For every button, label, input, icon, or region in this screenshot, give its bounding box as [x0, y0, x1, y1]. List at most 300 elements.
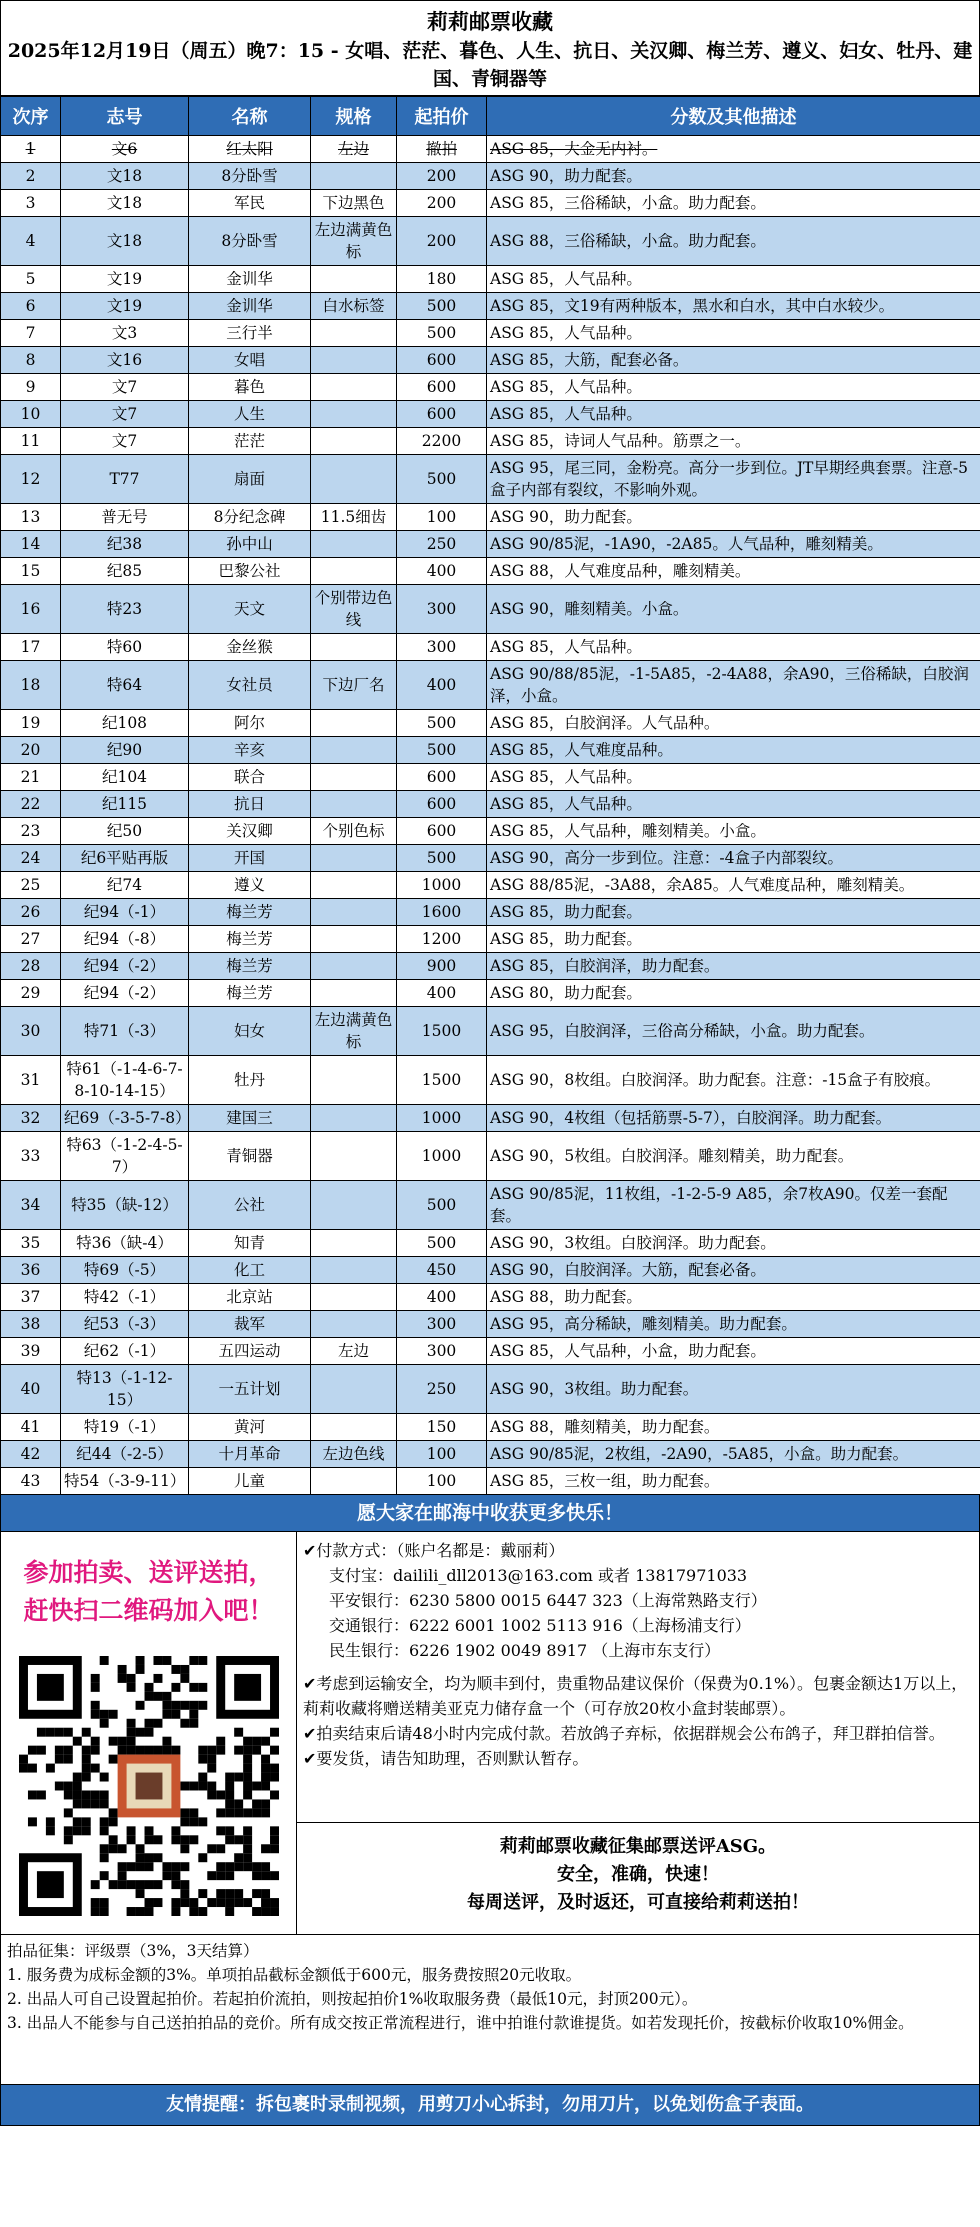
table-row — [1, 136, 980, 163]
lot-number: 43 — [1, 1468, 61, 1495]
lot-description: ASG 95，高分稀缺，雕刻精美。助力配套。 — [487, 1311, 980, 1338]
lot-code: 特63（-1-2-4-5-7） — [61, 1132, 189, 1181]
page-header — [0, 0, 980, 96]
rule-item: 3. 出品人不能参与自己送拍拍品的竞价。所有成交按正常流程进行，谁中拍谁付款谁提货。如若发现托价，按截标价收取10%佣金。 — [7, 2014, 914, 2032]
lot-code: 文7 — [61, 428, 189, 455]
table-row — [1, 1414, 980, 1441]
lot-name: 暮色 — [189, 374, 311, 401]
table-row — [1, 737, 980, 764]
table-row — [1, 266, 980, 293]
lot-name: 开国 — [189, 845, 311, 872]
promo-line: 赶快扫二维码加入吧！ — [23, 1596, 274, 1625]
lot-start-price: 200 — [397, 190, 487, 217]
lot-name: 化工 — [189, 1257, 311, 1284]
lot-code: 纪50 — [61, 818, 189, 845]
lot-spec: 白水标签 — [311, 293, 397, 320]
lot-name: 金训华 — [189, 293, 311, 320]
lot-description: ASG 85，人气品种。 — [487, 266, 980, 293]
lot-name: 女社员 — [189, 661, 311, 710]
lot-number: 26 — [1, 899, 61, 926]
info-section — [0, 1532, 980, 1935]
lot-name: 关汉卿 — [189, 818, 311, 845]
lot-name: 扇面 — [189, 455, 311, 504]
lot-description: ASG 90/85泥，-1A90，-2A85。人气品种，雕刻精美。 — [487, 531, 980, 558]
lot-spec: 11.5细齿 — [311, 504, 397, 531]
lot-start-price: 200 — [397, 163, 487, 190]
table-row — [1, 899, 980, 926]
lot-description: ASG 85，人气难度品种。 — [487, 737, 980, 764]
lot-number: 29 — [1, 980, 61, 1007]
lot-name: 妇女 — [189, 1007, 311, 1056]
lot-start-price: 1600 — [397, 899, 487, 926]
col-header-no: 次序 — [1, 97, 61, 136]
lot-code: 普无号 — [61, 504, 189, 531]
lot-spec — [311, 1181, 397, 1230]
col-header-desc: 分数及其他描述 — [487, 97, 980, 136]
lot-number: 8 — [1, 347, 61, 374]
table-row — [1, 374, 980, 401]
lot-description: ASG 88，人气难度品种，雕刻精美。 — [487, 558, 980, 585]
lot-number: 10 — [1, 401, 61, 428]
lot-spec: 下边厂名 — [311, 661, 397, 710]
lot-spec: 个别带边色线 — [311, 585, 397, 634]
lot-code: 特19（-1） — [61, 1414, 189, 1441]
lot-spec — [311, 1230, 397, 1257]
lot-name: 三行半 — [189, 320, 311, 347]
consignment-rules — [0, 1935, 980, 2085]
table-row — [1, 661, 980, 710]
payment-line: 支付宝：dailili_dll2013@163.com 或者 13817971033 — [329, 1566, 748, 1585]
lot-number: 22 — [1, 791, 61, 818]
lot-code: 文6 — [61, 136, 189, 163]
lot-code: 特71（-3） — [61, 1007, 189, 1056]
lot-start-price: 500 — [397, 455, 487, 504]
rule-item: 2. 出品人可自己设置起拍价。若起拍价流拍，则按起拍价1%收取服务费（最低10元，封顶200元）。 — [7, 1990, 698, 2008]
lot-number: 33 — [1, 1132, 61, 1181]
lot-number: 21 — [1, 764, 61, 791]
lot-name: 8分卧雪 — [189, 163, 311, 190]
promo-panel — [1, 1532, 297, 1934]
rules-heading: 拍品征集：评级票（3%，3天结算） — [7, 1942, 259, 1960]
table-row — [1, 1132, 980, 1181]
lot-spec — [311, 163, 397, 190]
lot-description: ASG 88/85泥，-3A88，余A85。人气难度品种，雕刻精美。 — [487, 872, 980, 899]
lot-number: 40 — [1, 1365, 61, 1414]
lot-code: 特69（-5） — [61, 1257, 189, 1284]
lot-spec — [311, 791, 397, 818]
lot-description: ASG 85，三枚一组，助力配套。 — [487, 1468, 980, 1495]
lot-description: ASG 95，白胶润泽，三俗高分稀缺，小盒。助力配套。 — [487, 1007, 980, 1056]
lot-start-price: 400 — [397, 558, 487, 585]
lot-code: 纪94（-8） — [61, 926, 189, 953]
col-header-price: 起拍价 — [397, 97, 487, 136]
lot-spec — [311, 899, 397, 926]
lot-number: 30 — [1, 1007, 61, 1056]
lot-name: 军民 — [189, 190, 311, 217]
lot-description: ASG 88，三俗稀缺，小盒。助力配套。 — [487, 217, 980, 266]
payment-line: 民生银行：6226 1902 0049 8917 （上海市东支行） — [329, 1641, 721, 1660]
lot-code: 文18 — [61, 163, 189, 190]
lot-name: 五四运动 — [189, 1338, 311, 1365]
lot-start-price: 250 — [397, 531, 487, 558]
lot-number: 16 — [1, 585, 61, 634]
lot-spec: 左边满黄色标 — [311, 217, 397, 266]
lot-description: ASG 85，人气品种。 — [487, 320, 980, 347]
lot-code: 特60 — [61, 634, 189, 661]
lot-start-price: 1500 — [397, 1056, 487, 1105]
lot-number: 27 — [1, 926, 61, 953]
lot-description: ASG 85，白胶润泽，助力配套。 — [487, 953, 980, 980]
lot-spec: 左边 — [311, 1338, 397, 1365]
lot-name: 梅兰芳 — [189, 980, 311, 1007]
lot-number: 25 — [1, 872, 61, 899]
lot-spec — [311, 428, 397, 455]
lot-name: 梅兰芳 — [189, 953, 311, 980]
lot-spec — [311, 1365, 397, 1414]
table-row — [1, 347, 980, 374]
lot-name: 孙中山 — [189, 531, 311, 558]
lot-start-price: 1000 — [397, 872, 487, 899]
lot-description: ASG 85，大筋，配套必备。 — [487, 347, 980, 374]
table-row — [1, 1181, 980, 1230]
lot-name: 红太阳 — [189, 136, 311, 163]
lot-spec: 左边色线 — [311, 1441, 397, 1468]
table-row — [1, 1284, 980, 1311]
lot-code: 纪53（-3） — [61, 1311, 189, 1338]
lot-spec — [311, 872, 397, 899]
col-header-code: 志号 — [61, 97, 189, 136]
lot-code: 纪94（-2） — [61, 953, 189, 980]
payment-heading: ✔付款方式：（账户名都是：戴丽莉） — [303, 1541, 565, 1560]
lot-description: ASG 90，雕刻精美。小盒。 — [487, 585, 980, 634]
lot-start-price: 250 — [397, 1365, 487, 1414]
lot-code: 特64 — [61, 661, 189, 710]
lot-start-price: 100 — [397, 1468, 487, 1495]
lot-name: 梅兰芳 — [189, 926, 311, 953]
table-row — [1, 710, 980, 737]
recruit-line: 每周送评，及时返还，可直接给莉莉送拍！ — [467, 1892, 809, 1913]
lot-spec — [311, 1105, 397, 1132]
lot-code: 纪74 — [61, 872, 189, 899]
table-row — [1, 558, 980, 585]
lot-code: 特13（-1-12-15） — [61, 1365, 189, 1414]
recruit-box — [297, 1822, 979, 1934]
lot-description: ASG 90，4枚组（包括筋票-5-7），白胶润泽。助力配套。 — [487, 1105, 980, 1132]
lot-start-price: 400 — [397, 980, 487, 1007]
table-row — [1, 217, 980, 266]
lot-start-price: 2200 — [397, 428, 487, 455]
lot-start-price: 1500 — [397, 1007, 487, 1056]
lot-name: 知青 — [189, 1230, 311, 1257]
lot-name: 建国三 — [189, 1105, 311, 1132]
promo-line: 参加拍卖、送评送拍， — [23, 1558, 274, 1587]
lot-name: 辛亥 — [189, 737, 311, 764]
lot-start-price: 500 — [397, 737, 487, 764]
lot-description: ASG 85，白胶润泽。人气品种。 — [487, 710, 980, 737]
lot-description: ASG 85，助力配套。 — [487, 926, 980, 953]
lot-spec — [311, 980, 397, 1007]
lot-start-price: 600 — [397, 401, 487, 428]
lot-spec — [311, 266, 397, 293]
lot-code: 纪85 — [61, 558, 189, 585]
lot-number: 13 — [1, 504, 61, 531]
lot-spec — [311, 1311, 397, 1338]
lot-number: 28 — [1, 953, 61, 980]
lot-start-price: 400 — [397, 1284, 487, 1311]
col-header-name: 名称 — [189, 97, 311, 136]
table-row — [1, 791, 980, 818]
lot-description: ASG 90，3枚组。白胶润泽。助力配套。 — [487, 1230, 980, 1257]
lot-number: 42 — [1, 1441, 61, 1468]
lot-start-price: 500 — [397, 710, 487, 737]
lot-name: 牡丹 — [189, 1056, 311, 1105]
table-row — [1, 320, 980, 347]
lot-start-price: 100 — [397, 504, 487, 531]
table-row — [1, 872, 980, 899]
lot-start-price: 300 — [397, 1338, 487, 1365]
lot-code: 文7 — [61, 374, 189, 401]
table-row — [1, 585, 980, 634]
lot-code: 文19 — [61, 266, 189, 293]
lot-name: 金丝猴 — [189, 634, 311, 661]
lot-name: 巴黎公社 — [189, 558, 311, 585]
lot-name: 裁军 — [189, 1311, 311, 1338]
table-row — [1, 634, 980, 661]
lot-number: 37 — [1, 1284, 61, 1311]
lot-description: ASG 88，雕刻精美，助力配套。 — [487, 1414, 980, 1441]
lot-start-price: 400 — [397, 661, 487, 710]
lot-code: 纪44（-2-5） — [61, 1441, 189, 1468]
recruit-line: 莉莉邮票收藏征集邮票送评ASG。 — [499, 1836, 777, 1857]
lot-spec — [311, 558, 397, 585]
lot-code: 特54（-3-9-11） — [61, 1468, 189, 1495]
lot-number: 12 — [1, 455, 61, 504]
lot-number: 14 — [1, 531, 61, 558]
lot-description: ASG 85，人气品种。 — [487, 634, 980, 661]
lot-description: ASG 85，人气品种。 — [487, 401, 980, 428]
lot-description: ASG 90，5枚组。白胶润泽。雕刻精美，助力配套。 — [487, 1132, 980, 1181]
lot-spec — [311, 320, 397, 347]
lot-description: ASG 85，人气品种。 — [487, 374, 980, 401]
lot-number: 17 — [1, 634, 61, 661]
lot-start-price: 900 — [397, 953, 487, 980]
lot-start-price: 300 — [397, 585, 487, 634]
lot-name: 女唱 — [189, 347, 311, 374]
lot-start-price: 600 — [397, 818, 487, 845]
lot-description: ASG 85，文19有两种版本，黑水和白水，其中白水较少。 — [487, 293, 980, 320]
lot-code: 文19 — [61, 293, 189, 320]
table-row — [1, 455, 980, 504]
lot-code: 纪6平贴再版 — [61, 845, 189, 872]
lot-number: 41 — [1, 1414, 61, 1441]
lot-spec — [311, 374, 397, 401]
lot-description: ASG 90，8枚组。白胶润泽。助力配套。注意：-15盒子有胶痕。 — [487, 1056, 980, 1105]
lot-code: 文18 — [61, 190, 189, 217]
table-row — [1, 1257, 980, 1284]
lot-spec — [311, 1284, 397, 1311]
lot-description: ASG 90/88/85泥，-1-5A85，-2-4A88，余A90，三俗稀缺，白胶润泽，小盒。 — [487, 661, 980, 710]
lot-number: 5 — [1, 266, 61, 293]
lot-number: 3 — [1, 190, 61, 217]
page-title: 莉莉邮票收藏 — [427, 9, 553, 34]
table-row — [1, 190, 980, 217]
lot-spec — [311, 455, 397, 504]
lot-description: ASG 85，诗词人气品种。筋票之一。 — [487, 428, 980, 455]
lot-name: 茫茫 — [189, 428, 311, 455]
lot-description: ASG 85，人气品种，小盒，助力配套。 — [487, 1338, 980, 1365]
table-row — [1, 1007, 980, 1056]
lot-description: ASG 90/85泥，2枚组，-2A90，-5A85，小盒。助力配套。 — [487, 1441, 980, 1468]
lot-spec — [311, 710, 397, 737]
lot-number: 19 — [1, 710, 61, 737]
lot-code: 特36（缺-4） — [61, 1230, 189, 1257]
lot-number: 35 — [1, 1230, 61, 1257]
lot-code: 纪69（-3-5-7-8） — [61, 1105, 189, 1132]
lot-start-price: 600 — [397, 374, 487, 401]
lot-start-price: 500 — [397, 1230, 487, 1257]
table-row — [1, 980, 980, 1007]
lot-spec: 下边黑色 — [311, 190, 397, 217]
payment-panel — [297, 1532, 979, 1934]
lot-description: ASG 90/85泥，11枚组，-1-2-5-9 A85，余7枚A90。仅差一套配套。 — [487, 1181, 980, 1230]
lot-start-price: 200 — [397, 217, 487, 266]
lot-spec — [311, 764, 397, 791]
table-row — [1, 428, 980, 455]
table-row — [1, 926, 980, 953]
lot-code: 纪62（-1） — [61, 1338, 189, 1365]
lot-start-price: 500 — [397, 320, 487, 347]
lot-number: 7 — [1, 320, 61, 347]
table-row — [1, 1056, 980, 1105]
lot-description: ASG 90，白胶润泽。大筋，配套必备。 — [487, 1257, 980, 1284]
lot-start-price: 500 — [397, 293, 487, 320]
lot-description: ASG 85，人气品种。 — [487, 764, 980, 791]
lot-start-price: 1200 — [397, 926, 487, 953]
table-header-row — [1, 97, 980, 136]
lot-start-price: 500 — [397, 1181, 487, 1230]
table-row — [1, 1338, 980, 1365]
lot-name: 青铜器 — [189, 1132, 311, 1181]
lot-spec — [311, 845, 397, 872]
lot-description: ASG 88，助力配套。 — [487, 1284, 980, 1311]
lot-spec — [311, 347, 397, 374]
lots-body — [1, 136, 980, 1495]
table-row — [1, 1230, 980, 1257]
lot-start-price: 1000 — [397, 1105, 487, 1132]
lot-code: 文18 — [61, 217, 189, 266]
lot-name: 梅兰芳 — [189, 899, 311, 926]
lot-code: 纪108 — [61, 710, 189, 737]
lot-name: 公社 — [189, 1181, 311, 1230]
lot-spec — [311, 1056, 397, 1105]
lot-description: ASG 85，人气品种，雕刻精美。小盒。 — [487, 818, 980, 845]
table-row — [1, 1311, 980, 1338]
lot-number: 24 — [1, 845, 61, 872]
lot-spec — [311, 1257, 397, 1284]
lot-code: 特35（缺-12） — [61, 1181, 189, 1230]
lot-number: 4 — [1, 217, 61, 266]
rule-item: 1. 服务费为成标金额的3%。单项拍品截标金额低于600元，服务费按照20元收取。 — [7, 1966, 582, 1984]
lot-name: 8分卧雪 — [189, 217, 311, 266]
payment-line: 交通银行：6222 6001 1002 5113 916（上海杨浦支行） — [329, 1616, 751, 1635]
lot-name: 阿尔 — [189, 710, 311, 737]
table-row — [1, 1441, 980, 1468]
payment-note: ✔要发货，请告知助理，否则默认暂存。 — [303, 1749, 589, 1768]
promo-text — [1, 1554, 296, 1630]
lot-name: 黄河 — [189, 1414, 311, 1441]
lot-number: 2 — [1, 163, 61, 190]
lot-spec — [311, 634, 397, 661]
lot-spec — [311, 531, 397, 558]
lot-number: 15 — [1, 558, 61, 585]
lot-spec: 左边 — [311, 136, 397, 163]
lot-start-price: 450 — [397, 1257, 487, 1284]
table-row — [1, 1365, 980, 1414]
lot-number: 6 — [1, 293, 61, 320]
bless-banner: 愿大家在邮海中收获更多快乐！ — [0, 1495, 980, 1532]
table-row — [1, 1105, 980, 1132]
lot-start-price: 150 — [397, 1414, 487, 1441]
table-row — [1, 504, 980, 531]
table-row — [1, 953, 980, 980]
lot-code: 纪115 — [61, 791, 189, 818]
lot-start-price: 600 — [397, 347, 487, 374]
table-row — [1, 401, 980, 428]
lot-description: ASG 85，助力配套。 — [487, 899, 980, 926]
lot-number: 9 — [1, 374, 61, 401]
recruit-line: 安全，准确，快速！ — [557, 1864, 719, 1885]
lot-number: 34 — [1, 1181, 61, 1230]
table-row — [1, 764, 980, 791]
lot-code: 文16 — [61, 347, 189, 374]
table-row — [1, 1468, 980, 1495]
lot-number: 31 — [1, 1056, 61, 1105]
auction-subtitle: 2025年12月19日（周五）晚7：15 - 女唱、茫茫、暮色、人生、抗日、关汉卿、梅兰芳、遵义、妇女、牡丹、建国、青铜器等 — [7, 40, 973, 90]
lot-code: 纪38 — [61, 531, 189, 558]
lot-description: ASG 95，尾三同，金粉亮。高分一步到位。JT早期经典套票。注意-5盒子内部有裂纹，不影响外观。 — [487, 455, 980, 504]
lot-spec — [311, 1414, 397, 1441]
payment-note: ✔考虑到运输安全，均为顺丰到付，贵重物品建议保价（保费为0.1%）。包裹金额达1万以上，莉莉收藏将赠送精美亚克力储存盒一个（可存放20枚小盒封装邮票）。 — [303, 1674, 968, 1718]
lot-spec — [311, 953, 397, 980]
lot-name: 北京站 — [189, 1284, 311, 1311]
lot-number: 18 — [1, 661, 61, 710]
lot-name: 金训华 — [189, 266, 311, 293]
lot-number: 39 — [1, 1338, 61, 1365]
lot-name: 8分纪念碑 — [189, 504, 311, 531]
table-row — [1, 818, 980, 845]
lot-start-price: 100 — [397, 1441, 487, 1468]
lot-start-price: 300 — [397, 1311, 487, 1338]
lot-description: ASG 85，人气品种。 — [487, 791, 980, 818]
qr-code-icon[interactable] — [19, 1656, 279, 1916]
lot-name: 人生 — [189, 401, 311, 428]
lot-number: 20 — [1, 737, 61, 764]
lot-number: 1 — [1, 136, 61, 163]
payment-info — [297, 1532, 979, 1822]
table-row — [1, 293, 980, 320]
lot-start-price: 600 — [397, 791, 487, 818]
lot-name: 天文 — [189, 585, 311, 634]
lot-number: 38 — [1, 1311, 61, 1338]
lot-code: 纪90 — [61, 737, 189, 764]
lot-start-price: 600 — [397, 764, 487, 791]
lot-code: T77 — [61, 455, 189, 504]
lot-spec — [311, 926, 397, 953]
lot-number: 36 — [1, 1257, 61, 1284]
lot-spec — [311, 1468, 397, 1495]
lot-code: 特42（-1） — [61, 1284, 189, 1311]
lot-spec — [311, 401, 397, 428]
